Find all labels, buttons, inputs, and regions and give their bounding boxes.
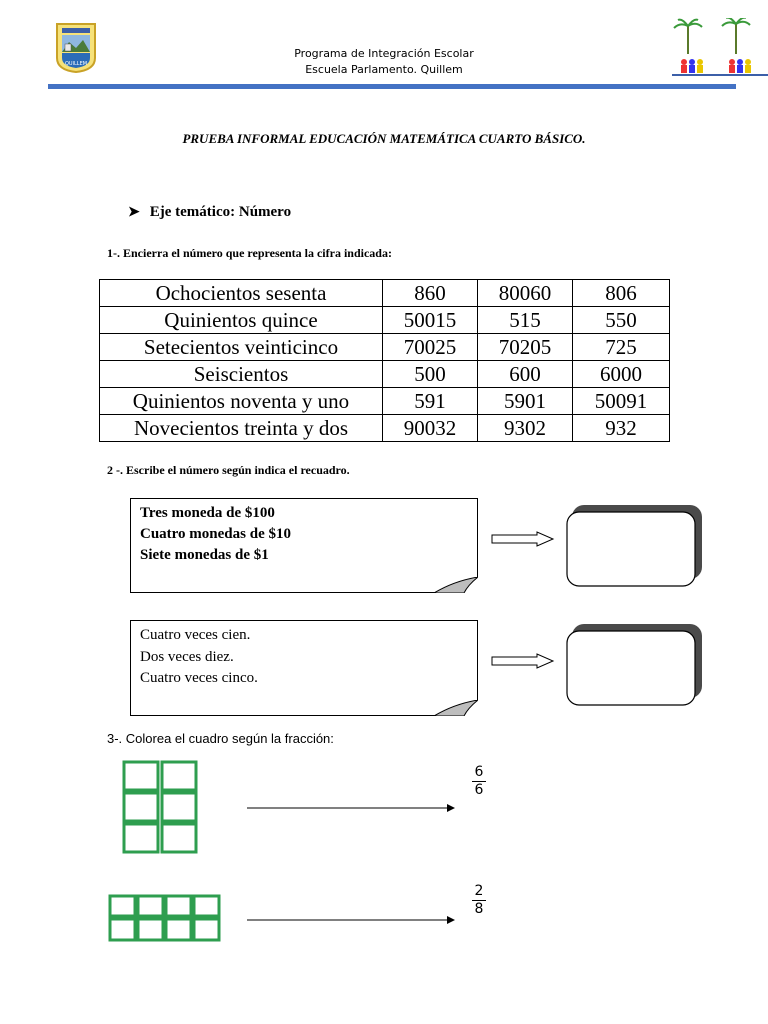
pie-program-logo bbox=[672, 18, 768, 78]
right-arrow-icon bbox=[491, 531, 555, 547]
right-arrow-icon bbox=[491, 653, 555, 669]
header-text bbox=[0, 46, 768, 78]
table-cell-option[interactable]: 600 bbox=[478, 361, 573, 388]
folded-corner-icon bbox=[434, 577, 478, 593]
note-box-coins bbox=[130, 498, 478, 593]
fraction-label-1 bbox=[472, 765, 486, 798]
fraction-denominator: 6 bbox=[474, 782, 484, 798]
table-cell-option[interactable]: 932 bbox=[573, 415, 670, 442]
table-row bbox=[100, 334, 670, 361]
answer-box-1[interactable] bbox=[566, 504, 706, 588]
section-heading-text: Eje temático: Número bbox=[149, 204, 292, 220]
table-cell-option[interactable]: 5901 bbox=[478, 388, 573, 415]
note-line: Dos veces diez. bbox=[140, 649, 234, 665]
fraction-denominator: 8 bbox=[474, 901, 484, 917]
table-cell-words: Setecientos veinticinco bbox=[100, 334, 383, 361]
fraction-numerator: 2 bbox=[474, 883, 484, 899]
fraction-grid-3x2[interactable] bbox=[122, 760, 200, 856]
table-row bbox=[100, 415, 670, 442]
table-cell-option[interactable]: 9302 bbox=[478, 415, 573, 442]
header-line-2: Escuela Parlamento. Quillem bbox=[305, 63, 463, 76]
header-line-1: Programa de Integración Escolar bbox=[294, 47, 474, 60]
note-line: Cuatro veces cinco. bbox=[140, 670, 258, 686]
line-arrow-icon bbox=[247, 802, 455, 814]
table-cell-words: Quinientos noventa y uno bbox=[100, 388, 383, 415]
table-cell-words: Novecientos treinta y dos bbox=[100, 415, 383, 442]
crest-caption: QUILLEM bbox=[64, 61, 88, 67]
fraction-label-2 bbox=[472, 884, 486, 917]
test-title: PRUEBA INFORMAL EDUCACIÓN MATEMÁTICA CUARTO BÁSICO. bbox=[182, 131, 586, 146]
table-cell-option[interactable]: 80060 bbox=[478, 280, 573, 307]
table-cell-option[interactable]: 70205 bbox=[478, 334, 573, 361]
question-1-prompt: 1-. Encierra el número que representa la cifra indicada: bbox=[107, 246, 392, 260]
table-row bbox=[100, 280, 670, 307]
section-heading bbox=[128, 204, 291, 221]
table-cell-option[interactable]: 6000 bbox=[573, 361, 670, 388]
note-box-multiples bbox=[130, 620, 478, 716]
folded-corner-icon bbox=[434, 700, 478, 716]
table-row bbox=[100, 307, 670, 334]
table-row bbox=[100, 361, 670, 388]
answer-box-2[interactable] bbox=[566, 623, 706, 707]
fraction-numerator: 6 bbox=[474, 764, 484, 780]
table-cell-option[interactable]: 500 bbox=[383, 361, 478, 388]
table-cell-option[interactable]: 50015 bbox=[383, 307, 478, 334]
note-line: Tres moneda de $100 bbox=[140, 505, 275, 521]
header-rule bbox=[48, 84, 736, 89]
note-line: Siete monedas de $1 bbox=[140, 547, 269, 563]
question-3-prompt: 3-. Colorea el cuadro según la fracción: bbox=[107, 731, 334, 746]
fraction-grid-2x4[interactable] bbox=[108, 894, 222, 944]
table-cell-option[interactable]: 860 bbox=[383, 280, 478, 307]
table-cell-words: Seiscientos bbox=[100, 361, 383, 388]
table-cell-option[interactable]: 50091 bbox=[573, 388, 670, 415]
arrowhead-bullet-icon: ➤ bbox=[128, 205, 140, 220]
line-arrow-icon bbox=[247, 914, 455, 926]
table-cell-option[interactable]: 515 bbox=[478, 307, 573, 334]
table-cell-option[interactable]: 550 bbox=[573, 307, 670, 334]
question-2-prompt: 2 -. Escribe el número según indica el recuadro. bbox=[107, 463, 350, 477]
table-cell-option[interactable]: 806 bbox=[573, 280, 670, 307]
table-cell-option[interactable]: 591 bbox=[383, 388, 478, 415]
table-cell-words: Ochocientos sesenta bbox=[100, 280, 383, 307]
note-line: Cuatro veces cien. bbox=[140, 627, 251, 643]
table-row bbox=[100, 388, 670, 415]
note-line: Cuatro monedas de $10 bbox=[140, 526, 291, 542]
number-table bbox=[99, 279, 670, 442]
table-cell-option[interactable]: 725 bbox=[573, 334, 670, 361]
table-cell-words: Quinientos quince bbox=[100, 307, 383, 334]
table-cell-option[interactable]: 90032 bbox=[383, 415, 478, 442]
table-cell-option[interactable]: 70025 bbox=[383, 334, 478, 361]
